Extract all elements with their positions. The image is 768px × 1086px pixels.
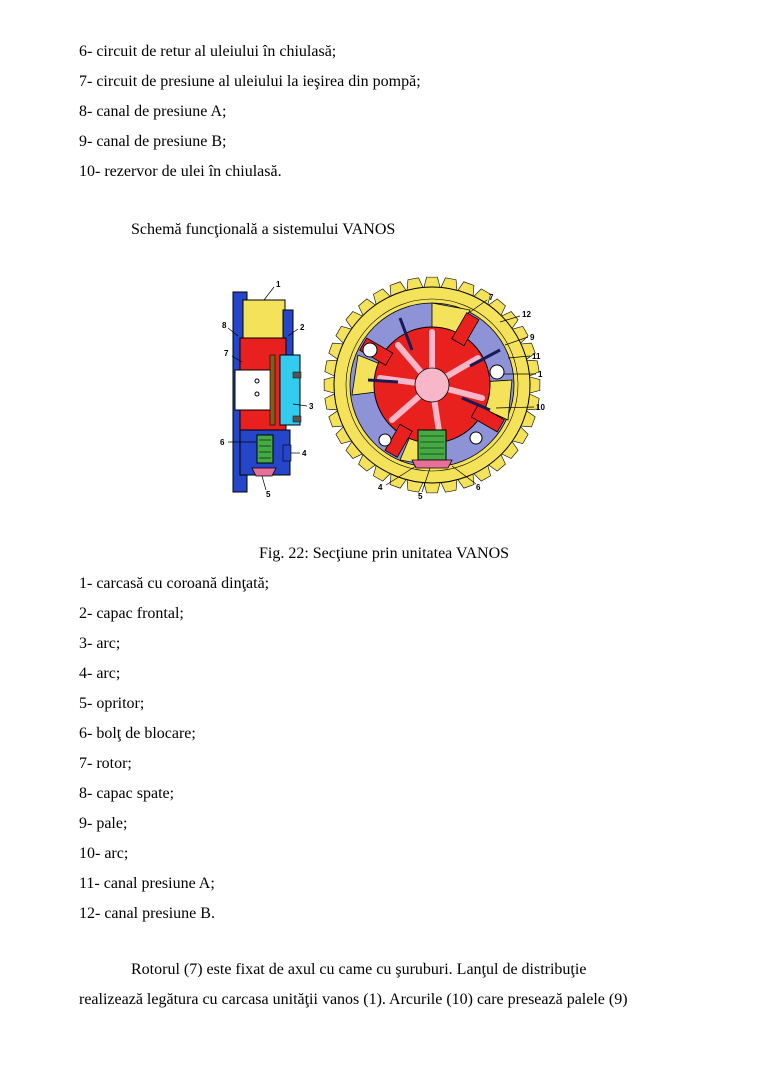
front-label: 1 (538, 370, 543, 379)
legend-item: 2- capac frontal; (79, 605, 184, 622)
top-list-item: 9- canal de presiune B; (79, 133, 227, 150)
legend-item: 11- canal presiune A; (79, 875, 215, 892)
legend-item: 12- canal presiune B. (79, 905, 215, 922)
legend-item: 10- arc; (79, 845, 129, 862)
side-label: 6 (220, 438, 225, 447)
side-label: 1 (276, 280, 281, 289)
side-label: 5 (266, 490, 271, 499)
front-label: 4 (378, 483, 383, 492)
legend-item: 9- pale; (79, 815, 128, 832)
legend-item: 3- arc; (79, 635, 121, 652)
front-label: 7 (489, 293, 494, 302)
top-list-item: 8- canal de presiune A; (79, 103, 227, 120)
top-list-item: 7- circuit de presiune al uleiului la ieşirea din pompă; (79, 73, 421, 90)
vanos-figure (0, 270, 768, 510)
front-label: 6 (476, 483, 481, 492)
front-label: 12 (522, 310, 531, 319)
legend-item: 6- bolţ de blocare; (79, 725, 196, 742)
legend-item: 1- carcasă cu coroană dinţată; (79, 575, 270, 592)
front-view (324, 277, 545, 501)
legend-item: 5- opritor; (79, 695, 145, 712)
front-label: 10 (536, 403, 545, 412)
top-list-item: 6- circuit de retur al uleiului în chiulasă; (79, 43, 337, 60)
side-label: 2 (300, 323, 305, 332)
side-label: 8 (222, 321, 227, 330)
paragraph-line: Rotorul (7) este fixat de axul cu came cu şuruburi. Lanţul de distribuţie (131, 961, 587, 978)
front-label: 11 (532, 352, 541, 361)
figure-caption: Fig. 22: Secţiune prin unitatea VANOS (258, 545, 510, 562)
top-list-item: 10- rezervor de ulei în chiulasă. (79, 163, 282, 180)
legend-item: 8- capac spate; (79, 785, 175, 802)
section-heading: Schemă funcţională a sistemului VANOS (131, 221, 396, 238)
front-label: 5 (418, 492, 423, 501)
side-label: 7 (224, 349, 229, 358)
front-label: 9 (530, 333, 535, 342)
legend-item: 4- arc; (79, 665, 121, 682)
side-label: 4 (302, 449, 307, 458)
side-label: 3 (309, 402, 314, 411)
side-view (220, 280, 314, 499)
vanos-diagram (0, 270, 768, 510)
paragraph-line: realizează legătura cu carcasa unităţii vanos (1). Arcurile (10) care presează palele (9) (79, 991, 628, 1008)
legend-item: 7- rotor; (79, 755, 132, 772)
